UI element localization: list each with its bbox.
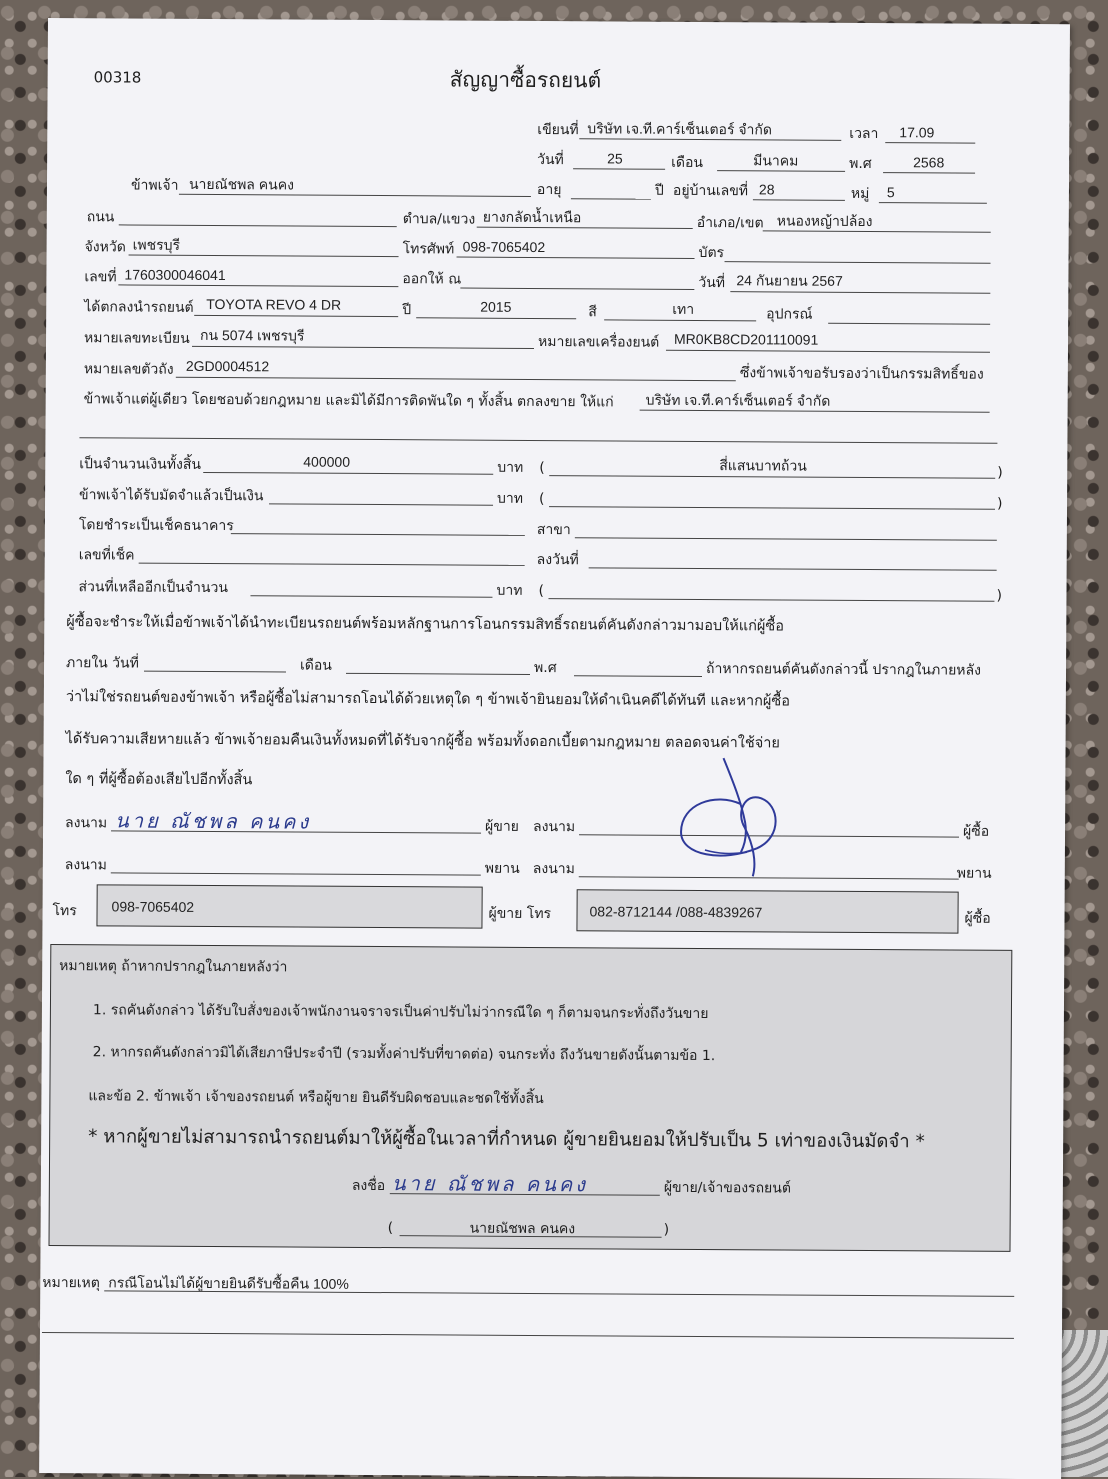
day-line [573,168,665,170]
terms-p5: ใด ๆ ที่ผู้ซื้อต้องเสียไปอีกทั้งสิ้น [65,771,253,789]
deposit-words-line [549,506,995,510]
age-unit: ปี [654,182,664,199]
issued-date-label: วันที่ [698,274,726,292]
cheque-no-label: เลขที่เช็ค [78,547,135,564]
time-value: 17.09 [899,124,935,141]
total-close-paren: ) [997,464,1003,481]
notes-printed-name: นายณัชพล คนคง [469,1220,576,1238]
id-value: 1760300046041 [124,266,226,284]
branch-line [575,537,997,541]
deposit-open-paren: ( [539,491,545,508]
cheque-date-label: ลงวันที่ [536,551,579,569]
phone-value: 098-7065402 [462,238,546,256]
district-line [763,230,991,232]
deposit-line [269,503,493,505]
witness2-sign-label: ลงนาม [532,860,575,878]
buyer-phone-value: 082-8712144 /088-4839267 [589,903,763,921]
certify-text: ซึ่งข้าพเจ้าขอรับรองว่าเป็นกรรมสิทธิ์ของ [739,365,984,383]
notes-open-paren: ( [387,1220,394,1237]
total-line [203,472,493,475]
month-value: มีนาคม [753,152,799,169]
house-label: อยู่บ้านเลขที่ [672,182,749,200]
plate-label: หมายเลขทะเบียน [83,330,190,347]
seller-sign-role: ผู้ขาย [485,818,519,835]
seller-phone-role: ผู้ขาย โทร [488,905,552,923]
footer-note-line [104,1290,1014,1297]
moo-line [879,202,987,204]
subdistrict-line [477,227,693,229]
deposit-label: ข้าพเจ้าได้รับมัดจำแล้วเป็นเงิน [79,487,264,505]
year-line [883,172,975,174]
subdistrict-label: ตำบล/แขวง [402,211,476,228]
plate-value: กน 5074 เพชรบุรี [200,326,305,344]
buyer-sign-role: ผู้ซื้อ [962,823,990,840]
written-at-value: บริษัท เจ.ที.คาร์เซ็นเตอร์ จำกัด [587,120,773,138]
year-value: 2568 [913,154,945,171]
terms-p1: ผู้ซื้อจะชำระให้เมื่อข้าพเจ้าได้นำทะเบียนรถยนต์พร้อมหลักฐานการโอนกรรมสิทธิ์รถยนต์คันดังกล่าวมามอบให้แก่ผู้ซื้อ [66,614,784,635]
vehicle-year: 2015 [480,298,512,315]
engine-label: หมายเลขเครื่องยนต์ [537,333,660,351]
doc-title: สัญญาซื้อรถยนต์ [449,67,602,93]
plate-line [192,346,534,349]
vehicle-color-line [604,319,756,321]
equipment-line [828,323,990,325]
seller-name-line [179,194,531,197]
agree-label: ได้ตกลงนำรถยนต์ [84,299,194,316]
phone-line [457,257,695,259]
year-label: พ.ศ [849,155,872,173]
phone-label: โทรศัพท์ [402,241,455,258]
card-label: บัตร [698,244,725,262]
written-at-label: เขียนที่ [537,121,579,139]
total-words: สี่แสนบาทถ้วน [719,457,807,474]
within-label: ภายใน วันที่ [66,655,139,672]
equipment-label: อุปกรณ์ [766,306,813,323]
house-line [753,199,845,201]
day-label: วันที่ [537,151,564,169]
terms-p2-tail: ถ้าหากรถยนต์คันดังกล่าวนี้ ปรากฎในภายหลัง [705,661,982,679]
notes-warning: * หากผู้ขายไม่สามารถนำรถยนต์มาให้ผู้ซื้อในเวลาที่กำหนด ผู้ขายยินยอมให้ปรับเป็น 5 เท่าของเงินมัดจำ * [88,1126,925,1153]
province-value: เพชรบุรี [132,236,181,253]
id-line [118,284,398,287]
notes-item-1: 1. รถคันดังกล่าว ได้รับใบสั่งของเจ้าพนักงานจราจรเป็นค่าปรับไม่ว่ากรณีใด ๆ ก็ตามจนกระทั่งถึงวันขาย [92,1002,709,1023]
total-open-paren: ( [539,460,545,477]
within-month-line [346,673,530,675]
chassis-value: 2GD0004512 [185,357,270,375]
age-label: อายุ [536,181,562,199]
road-label: ถนน [86,209,115,226]
remain-words-line [548,598,994,602]
vehicle-color-label: สี [588,304,597,321]
terms-p4: ได้รับความเสียหายแล้ว ข้าพเจ้ายอมคืนเงินทั้งหมดที่ได้รับจากผู้ซื้อ พร้อมทั้งดอกเบี้ยตามกฎหมาย ตลอดจนค่าใช้จ่าย [65,731,780,752]
seller-signature-handwriting: นาย ณัชพล คนคง [115,808,312,834]
notes-signature-handwriting: นาย ณัชพล คนคง [391,1171,589,1197]
within-year-label: พ.ศ [533,659,557,677]
cheque-bank-label: โดยชำระเป็นเช็คธนาคาร [78,517,234,535]
notes-close-paren: ) [663,1221,670,1238]
footer-blank-line [42,1332,1014,1339]
doc-number: 00318 [93,68,142,87]
month-line [717,170,845,172]
age-line [571,198,651,199]
i-label: ข้าพเจ้า [130,177,179,194]
notes-heading: หมายเหตุ ถ้าหากปรากฎในภายหลังว่า [59,958,288,976]
chassis-label: หมายเลขตัวถัง [83,361,174,378]
day-value: 25 [607,150,623,167]
seller-sign-label: ลงนาม [65,815,108,832]
cheque-bank-line [231,533,525,536]
branch-label: สาขา [536,521,571,539]
deposit-close-paren: ) [997,495,1003,512]
witness2-role: พยาน [956,865,992,882]
district-value: หนองหญ้าปล้อง [776,212,873,230]
time-label: เวลา [849,125,879,143]
remain-line [250,595,492,597]
witness1-sign-label: ลงนาม [64,857,107,874]
footer-note: กรณีโอนไม่ได้ผู้ขายยินดีรับซื้อคืน 100% [108,1274,349,1292]
seller-phone-box [96,884,482,928]
district-label: อำเภอ/เขต [696,214,764,232]
blank-line [79,437,997,444]
total-words-line [549,475,995,479]
total-value: 400000 [303,453,351,470]
vehicle-year-label: ปี [402,302,412,319]
buyer-company-line [640,410,990,413]
contract-paper [39,18,1070,1479]
buyer-phone-box [576,889,958,933]
vehicle-model: TOYOTA REVO 4 DR [206,295,342,313]
footer-note-label: หมายเหตุ [42,1274,100,1292]
notes-item-3: และข้อ 2. ข้าพเจ้า เจ้าของรถยนต์ หรือผู้ขาย ยินดีรับผิดชอบและชดใช้ทั้งสิ้น [88,1088,544,1108]
issued-line [460,288,694,290]
chassis-line [176,377,736,381]
witness1-role: พยาน [484,860,520,877]
within-month-label: เดือน [300,657,332,674]
total-label: เป็นจำนวนเงินทั้งสิ้น [79,456,202,473]
vehicle-model-line [194,315,398,317]
notes-item-2: 2. หากรถคันดังกล่าวมิได้เสียภาษีประจำปี (รวมทั้งค่าปรับที่ขาดต่อ) จนกระทั่ง ถึงวันขายดังนั้นตามข้อ 1. [92,1044,716,1065]
subdistrict-value: ยางกลัดน้ำเหนือ [482,208,582,226]
buyer-sign-label: ลงนาม [533,818,576,836]
moo-value: 5 [886,184,895,201]
buyer-phone-role: ผู้ซื้อ [964,910,991,927]
vehicle-year-line [416,317,576,319]
seller-phone-label: โทร [52,903,77,920]
within-day-line [144,671,286,673]
cheque-no-line [139,563,525,566]
province-label: จังหวัด [84,239,126,256]
notes-sign-label: ลงชื่อ [351,1177,386,1195]
road-line [119,224,397,227]
remain-label: ส่วนที่เหลืออีกเป็นจำนวน [78,579,228,597]
remain-open-paren: ( [538,583,545,600]
issued-date-value: 24 กันยายน 2567 [736,272,843,289]
province-line [129,254,399,257]
remain-close-paren: ) [996,587,1003,604]
deposit-baht: บาท [497,490,524,507]
terms-p3: ว่าไม่ใช่รถยนต์ของข้าพเจ้า หรือผู้ซื้อไม่สามารถโอนได้ด้วยเหตุใด ๆ ข้าพเจ้ายินยอมให้ดำเนินคดีได้ทันที และหากผู้ซื้อ [65,689,791,710]
sole-owner-text: ข้าพเจ้าแต่ผู้เดียว โดยชอบด้วยกฎหมาย และมิได้มีการติดพันใด ๆ ทั้งสิ้น ตกลงขาย ให้แก่ [83,391,614,411]
witness1-sign-line [111,872,481,875]
house-value: 28 [758,181,775,198]
engine-value: MR0KB8CD201110091 [674,330,819,348]
vehicle-color: เทา [672,300,695,317]
notes-sign-role: ผู้ขาย/เจ้าของรถยนต์ [663,1179,792,1197]
seller-name: นายณัชพล คนคง [188,175,295,193]
buyer-company: บริษัท เจ.ที.คาร์เซ็นเตอร์ จำกัด [645,391,831,409]
buyer-signature-scribble [675,752,796,883]
remain-baht: บาท [496,582,523,599]
issued-label: ออกให้ ณ [402,271,462,288]
issued-date-line [730,291,990,294]
card-line [725,261,991,264]
total-baht: บาท [497,459,524,476]
within-year-line [574,675,702,677]
id-label: เลขที่ [84,269,117,286]
written-at-line [579,138,841,141]
engine-line [666,350,990,353]
notes-box [48,944,1012,1252]
seller-phone-value: 098-7065402 [111,898,195,915]
month-label: เดือน [671,154,704,172]
cheque-date-line [589,567,997,570]
moo-label: หมู่ [850,185,870,203]
time-line [885,142,975,144]
